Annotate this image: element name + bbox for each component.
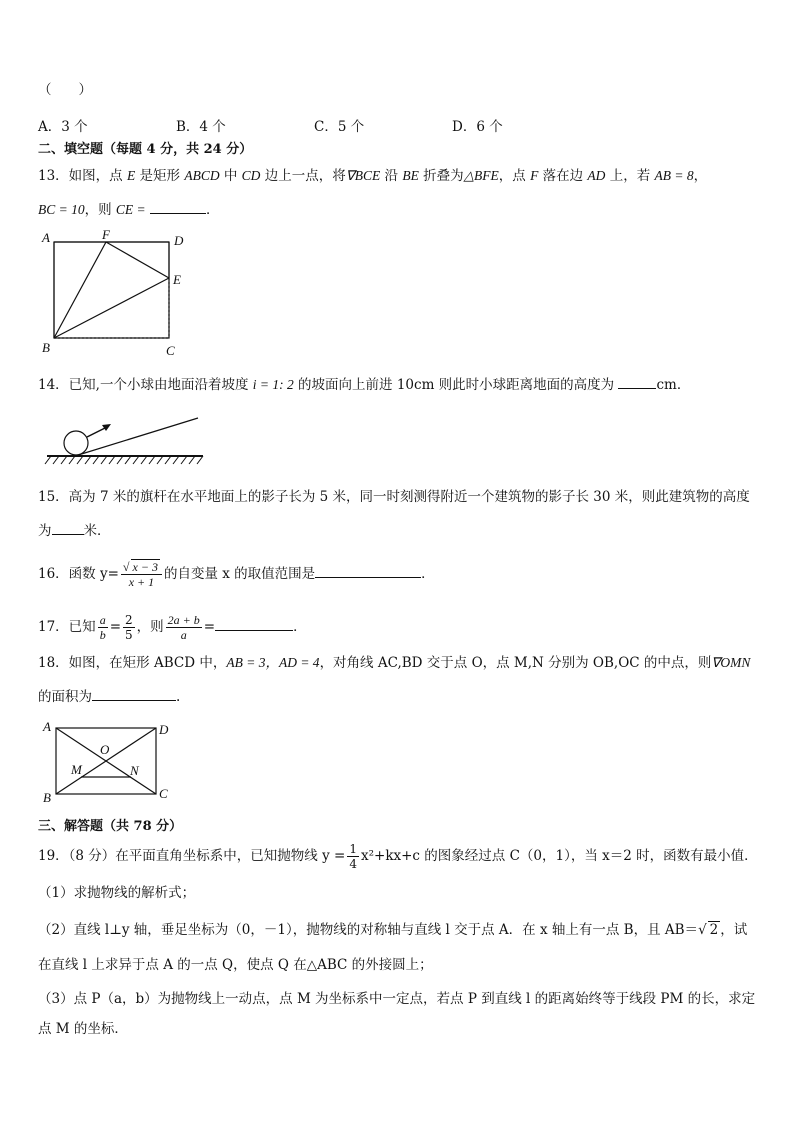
- q12-option-b: B．4 个: [176, 119, 226, 135]
- label-c: C: [166, 343, 175, 358]
- label-m: M: [71, 762, 82, 777]
- q14-figure: [45, 412, 215, 472]
- section-2-title: 二、填空题（每题 4 分，共 24 分）: [38, 142, 253, 157]
- label-b: B: [43, 790, 51, 805]
- q12-option-c: C．5 个: [314, 119, 365, 135]
- label-o: O: [100, 742, 110, 757]
- q19-part-2-line-2: 在直线 l 上求异于点 A 的一点 Q，使点 Q 在△ABC 的外接圆上；: [38, 957, 433, 973]
- slope-line: [75, 418, 198, 456]
- label-e: E: [173, 272, 181, 287]
- q18-figure: [38, 718, 188, 808]
- q17-fraction-expr: $\frac{2a + b}{a}$: [167, 613, 200, 642]
- q12-paren: （ ）: [38, 82, 92, 98]
- direction-arrow-head: [102, 424, 111, 431]
- ground-hatching: [45, 456, 203, 464]
- label-d: D: [159, 722, 169, 737]
- fold-fe: [106, 242, 169, 278]
- rect-abcd-outline: [54, 242, 169, 338]
- q13-line-2: BC = 10，则 CE = ．: [38, 199, 219, 219]
- q19-part-1: （1）求抛物线的解析式；: [38, 885, 196, 901]
- q14-line: 14．已知,一个小球由地面沿着坡度 i = 1: 2 的坡面向上前进 10cm 则此时小球距离地面的高度为 cm．: [38, 374, 690, 394]
- q19-fraction: $\frac{1}{4}$: [349, 842, 357, 871]
- q19-part-3-line-1: （3）点 P（a，b）为抛物线上一动点，点 M 为坐标系中一定点，若点 P 到直线 l 的距离始终等于线段 PM 的长，求定: [38, 991, 756, 1007]
- label-f: F: [102, 227, 110, 242]
- fold-be: [54, 278, 169, 338]
- q18-line-2: 的面积为 .: [38, 686, 180, 706]
- label-a: A: [42, 230, 50, 245]
- ball: [64, 431, 88, 455]
- q12-option-a: A．3 个: [38, 119, 88, 135]
- label-d: D: [174, 233, 184, 248]
- q13-answer-blank: [150, 199, 206, 214]
- q14-answer-blank: [618, 374, 656, 389]
- label-b: B: [42, 340, 50, 355]
- q17-fraction-2-5: $\frac{2}{5}$: [125, 613, 133, 642]
- q19-part-3-line-2: 点 M 的坐标．: [38, 1021, 128, 1037]
- label-c: C: [159, 786, 168, 801]
- fold-bf: [54, 242, 106, 338]
- q18-answer-blank: [92, 686, 176, 701]
- q15-answer-blank: [52, 520, 84, 535]
- section-3-title: 三、解答题（共 78 分）: [38, 819, 183, 834]
- q17-answer-blank: [215, 616, 293, 631]
- q17-line: 17．已知 $\frac{a}{b}$ = $\frac{2}{5}$ ，则 $\frac{2a + b}{a}$ = ．: [38, 613, 307, 642]
- q13-figure: [38, 227, 198, 360]
- q15-line-1: 15．高为 7 米的旗杆在水平地面上的影子长为 5 米，同一时刻测得附近一个建筑物的影子长 30 米，则此建筑物的高度: [38, 489, 750, 505]
- q13-line-1: 13．如图，点 E 是矩形 ABCD 中 CD 边上一点，将∇BCE 沿 BE 折叠为△BFE，点 F 落在边 AD 上，若 AB = 8，: [38, 168, 708, 184]
- q16-answer-blank: [315, 563, 421, 578]
- q12-option-d: D．6 个: [452, 119, 503, 135]
- q19-part-2-line-1: （2）直线 l⊥y 轴，垂足坐标为（0，－1），抛物线的对称轴与直线 l 交于点 A．在 x 轴上有一点 B，且 AB＝√ 2 ，试: [38, 922, 748, 938]
- q15-line-2: 为 米．: [38, 520, 111, 540]
- q19-line-1: 19．（8 分）在平面直角坐标系中，已知抛物线 y = $\frac{1}{4}$ x²+kx+c 的图象经过点 C（0，1），当 x＝2 时，函数有最小值．: [38, 842, 758, 871]
- label-n: N: [130, 763, 139, 778]
- q16-fraction: $\frac{√ x - 3}{x + 1}$: [121, 560, 162, 589]
- label-a: A: [43, 719, 51, 734]
- q16-line: 16．函数 y= $\frac{√ x - 3}{x + 1}$ 的自变量 x 的取值范围是 ．: [38, 560, 435, 589]
- q17-fraction-a-b: $\frac{a}{b}$: [99, 613, 106, 642]
- q18-line-1: 18．如图，在矩形 ABCD 中，AB = 3，AD = 4，对角线 AC,BD 交于点 O，点 M,N 分别为 OB,OC 的中点，则∇OMN: [38, 655, 751, 671]
- direction-arrow-shaft: [87, 427, 107, 437]
